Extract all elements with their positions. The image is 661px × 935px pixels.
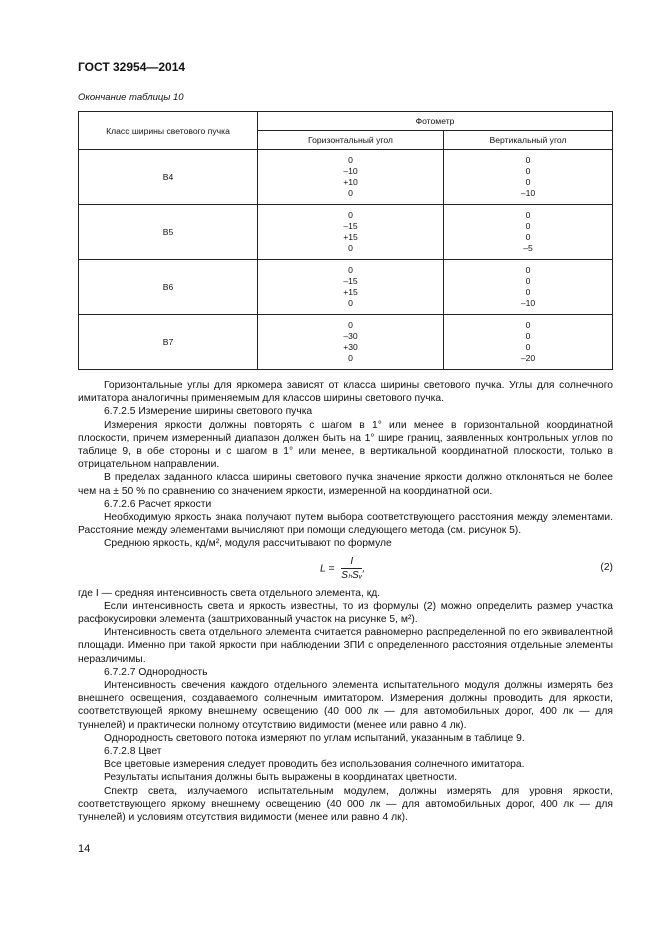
col-beam-class: Класс ширины светового пучка	[79, 112, 258, 150]
paragraph: В пределах заданного класса ширины светового пучка значение яркости должно отклоняться не более чем на ± 50 % по сравнению со значением яркости, измеренной на координатной оси.	[78, 472, 613, 497]
paragraph: Однородность светового потока измеряют по углам испытаний, указанным в таблице 9.	[104, 732, 525, 744]
col-photometer: Фотометр	[258, 112, 613, 131]
angle-value: 0	[348, 154, 353, 165]
formula-expression	[320, 555, 365, 582]
angle-value: 0	[348, 319, 353, 330]
formula-lhs: L =	[320, 563, 335, 575]
table-row	[79, 260, 613, 315]
paragraph: Результаты испытания должны быть выражены в координатах цветности.	[104, 772, 458, 784]
angle-value: 0	[525, 330, 531, 341]
beam-class-cell: B5	[79, 205, 258, 260]
angle-value: –30	[343, 330, 358, 341]
horizontal-angle-cell	[258, 205, 444, 260]
table-row	[79, 205, 613, 260]
section-heading: 6.7.2.6 Расчет яркости	[104, 498, 212, 510]
angle-value: 0	[348, 298, 353, 309]
beam-class-cell: B6	[79, 260, 258, 315]
paragraph: Интенсивность света отдельного элемента считается равномерно распределенной по его эквивалентной площади. Именно при такой яркости при наблюдении ЗПИ с определенного расстояния отдельные элементы неразличимы.	[78, 627, 613, 665]
paragraph: Измерения яркости должны повторять с шагом в 1° или менее в горизонтальной координатной плоскости, причем измеренный диапазон должен быть на 1° шире границ, заявленных контрольных углов по таблице 9, в обе стороны и с шагом в 1° или менее, в вертикальной координатной плоскости, только в отрицательном направлении.	[78, 419, 613, 471]
paragraph: Горизонтальные углы для яркомера зависят от класса ширины светового пучка. Углы для солнечного имитатора аналогичны применяемым для классов ширины светового пучка.	[78, 380, 613, 405]
section-heading: 6.7.2.7 Однородность	[104, 666, 208, 678]
angle-value: –20	[520, 353, 536, 364]
vertical-angle-cell	[444, 205, 613, 260]
paragraph: Интенсивность свечения каждого отдельного элемента испытательного модуля должны измерять без внешнего освещения, создаваемого солнечным имитатором. Измерения должны проводить для яркости, соответствующей яркому внешнему освещению (40 000 лк — для автомобильных дорог, 400 лк — для туннелей) и практически полному отсутствию видимости (менее или равно 4 лк).	[78, 680, 613, 731]
horizontal-angle-cell	[258, 150, 444, 205]
angle-value: 0	[525, 342, 531, 352]
table-row	[79, 150, 613, 205]
angle-value: 0	[348, 353, 353, 364]
angle-value: 0	[525, 209, 531, 220]
angle-value: –5	[523, 243, 533, 254]
angle-value: –10	[343, 165, 358, 176]
angle-value: 0	[525, 264, 531, 275]
angle-value: –10	[520, 298, 536, 309]
horizontal-angle-cell	[258, 260, 444, 315]
vertical-angle-cell	[444, 150, 613, 205]
paragraph: Спектр света, излучаемого испытательным модулем, должны измерять для уровня яркости, соответствующего яркому внешнему освещению (40 000 лк — для автомобильных дорог, 400 лк — для туннелей) и условиям отсутствия видимости (менее или равно 4 лк).	[78, 785, 613, 824]
vertical-angle-cell	[444, 260, 613, 315]
vertical-angle-cell	[444, 315, 613, 370]
angle-value: –15	[343, 220, 358, 231]
document-header: ГОСТ 32954—2014	[78, 60, 186, 74]
paragraph: Если интенсивность света и яркость известны, то из формулы (2) можно определить размер участка расфокусировки элемента (заштрихованный участок на рисунке 5, м²).	[78, 600, 613, 626]
angle-value: 0	[348, 188, 353, 199]
paragraph: где I — средняя интенсивность света отдельного элемента, кд.	[78, 587, 381, 599]
photometer-table	[78, 111, 613, 370]
horizontal-angle-cell	[258, 315, 444, 370]
angle-value: 0	[525, 232, 531, 242]
angle-value: +15	[343, 232, 358, 242]
col-horizontal-angle: Горизонтальный угол	[258, 131, 444, 150]
angle-value: 0	[525, 154, 531, 165]
angle-value: 0	[525, 177, 531, 187]
angle-value: 0	[525, 319, 531, 330]
formula-denominator: SₕSᵥ	[341, 569, 363, 581]
formula-numerator: I	[341, 555, 362, 569]
angle-value: 0	[348, 264, 353, 275]
body-text	[78, 379, 613, 824]
formula-fraction	[341, 555, 362, 582]
angle-value: 0	[348, 209, 353, 220]
formula-comma: ,	[362, 563, 366, 575]
angle-value: +15	[343, 287, 358, 297]
angle-value: 0	[525, 287, 531, 297]
angle-value: +10	[343, 177, 358, 187]
angle-value: 0	[525, 165, 531, 176]
formula-number: (2)	[600, 561, 613, 573]
angle-value: 0	[525, 220, 531, 231]
beam-class-cell: B4	[79, 150, 258, 205]
formula-2	[78, 551, 613, 587]
angle-value: 0	[525, 275, 531, 286]
paragraph: Все цветовые измерения следует проводить без использования солнечного имитатора.	[104, 759, 525, 771]
angle-value: –10	[520, 188, 536, 199]
angle-value: –15	[343, 275, 358, 286]
col-vertical-angle: Вертикальный угол	[444, 131, 613, 150]
paragraph: Среднюю яркость, кд/м², модуля рассчитывают по формуле	[104, 538, 392, 550]
table-row	[79, 315, 613, 370]
page-number: 14	[78, 843, 91, 855]
table-header-row	[79, 112, 613, 131]
table-caption: Окончание таблицы 10	[78, 92, 184, 103]
section-heading: 6.7.2.5 Измерение ширины светового пучка	[104, 406, 313, 418]
beam-class-cell: B7	[79, 315, 258, 370]
section-heading: 6.7.2.8 Цвет	[104, 746, 162, 758]
angle-value: 0	[348, 243, 353, 254]
paragraph: Необходимую яркость знака получают путем выбора соответствующего расстояния между элементами. Расстояние между элементами вычисляют при помощи следующего метода (см. рисунок 5).	[78, 512, 613, 537]
angle-value: +30	[343, 342, 358, 352]
